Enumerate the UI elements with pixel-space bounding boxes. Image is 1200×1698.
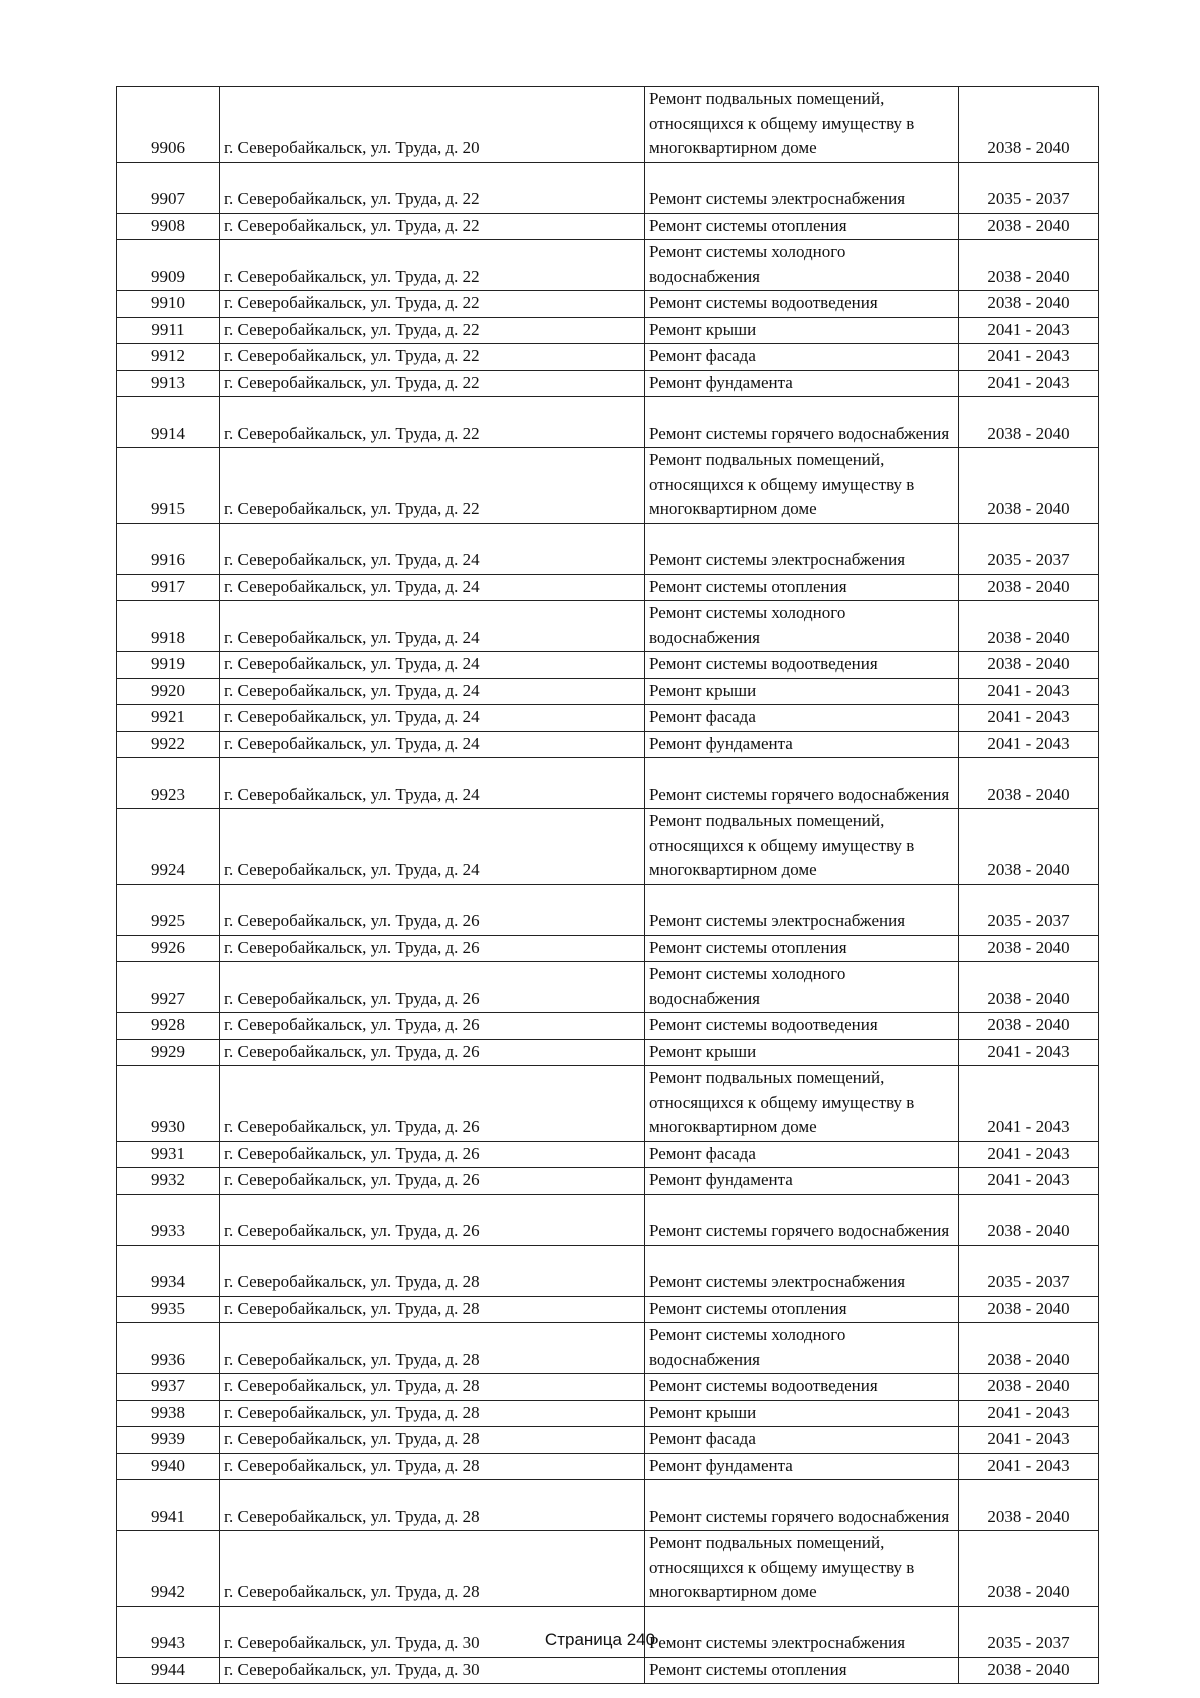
address-cell: г. Северобайкальск, ул. Труда, д. 24	[220, 758, 645, 809]
period-cell: 2038 - 2040	[959, 1531, 1099, 1607]
period-cell: 2038 - 2040	[959, 240, 1099, 291]
period-cell: 2038 - 2040	[959, 601, 1099, 652]
address-cell: г. Северобайкальск, ул. Труда, д. 26	[220, 1141, 645, 1168]
address-cell: г. Северобайкальск, ул. Труда, д. 20	[220, 87, 645, 163]
row-number: 9911	[117, 317, 220, 344]
address-cell: г. Северобайкальск, ул. Труда, д. 28	[220, 1323, 645, 1374]
row-number: 9941	[117, 1480, 220, 1531]
table-row	[117, 1531, 1099, 1607]
table-row	[117, 652, 1099, 679]
table-row	[117, 1194, 1099, 1245]
period-cell: 2041 - 2043	[959, 1039, 1099, 1066]
row-number: 9906	[117, 87, 220, 163]
table-row	[117, 1296, 1099, 1323]
address-cell: г. Северобайкальск, ул. Труда, д. 28	[220, 1374, 645, 1401]
address-cell: г. Северобайкальск, ул. Труда, д. 26	[220, 1039, 645, 1066]
row-number: 9910	[117, 291, 220, 318]
period-cell: 2035 - 2037	[959, 523, 1099, 574]
period-cell: 2035 - 2037	[959, 884, 1099, 935]
address-cell: г. Северобайкальск, ул. Труда, д. 22	[220, 344, 645, 371]
address-cell: г. Северобайкальск, ул. Труда, д. 28	[220, 1427, 645, 1454]
row-number: 9940	[117, 1453, 220, 1480]
period-cell: 2038 - 2040	[959, 448, 1099, 524]
work-type-cell: Ремонт подвальных помещений, относящихся к общему имуществу в многоквартирном доме	[645, 87, 959, 163]
address-cell: г. Северобайкальск, ул. Труда, д. 22	[220, 240, 645, 291]
table-row	[117, 1245, 1099, 1296]
period-cell: 2038 - 2040	[959, 397, 1099, 448]
address-cell: г. Северобайкальск, ул. Труда, д. 28	[220, 1245, 645, 1296]
period-cell: 2038 - 2040	[959, 935, 1099, 962]
period-cell: 2038 - 2040	[959, 1657, 1099, 1684]
row-number: 9944	[117, 1657, 220, 1684]
table-row	[117, 162, 1099, 213]
period-cell: 2041 - 2043	[959, 1141, 1099, 1168]
work-type-cell: Ремонт фасада	[645, 344, 959, 371]
address-cell: г. Северобайкальск, ул. Труда, д. 30	[220, 1606, 645, 1657]
table-row	[117, 291, 1099, 318]
row-number: 9938	[117, 1400, 220, 1427]
address-cell: г. Северобайкальск, ул. Труда, д. 24	[220, 601, 645, 652]
address-cell: г. Северобайкальск, ул. Труда, д. 26	[220, 1013, 645, 1040]
work-type-cell: Ремонт системы электроснабжения	[645, 1606, 959, 1657]
address-cell: г. Северобайкальск, ул. Труда, д. 24	[220, 523, 645, 574]
period-cell: 2038 - 2040	[959, 1194, 1099, 1245]
work-type-cell: Ремонт фасада	[645, 705, 959, 732]
work-type-cell: Ремонт крыши	[645, 678, 959, 705]
address-cell: г. Северобайкальск, ул. Труда, д. 24	[220, 574, 645, 601]
work-type-cell: Ремонт системы электроснабжения	[645, 523, 959, 574]
work-type-cell: Ремонт системы отопления	[645, 213, 959, 240]
row-number: 9926	[117, 935, 220, 962]
period-cell: 2038 - 2040	[959, 87, 1099, 163]
row-number: 9918	[117, 601, 220, 652]
table-row	[117, 1657, 1099, 1684]
period-cell: 2038 - 2040	[959, 1013, 1099, 1040]
row-number: 9920	[117, 678, 220, 705]
address-cell: г. Северобайкальск, ул. Труда, д. 22	[220, 397, 645, 448]
row-number: 9937	[117, 1374, 220, 1401]
address-cell: г. Северобайкальск, ул. Труда, д. 24	[220, 705, 645, 732]
work-type-cell: Ремонт системы электроснабжения	[645, 1245, 959, 1296]
row-number: 9936	[117, 1323, 220, 1374]
period-cell: 2035 - 2037	[959, 1606, 1099, 1657]
work-type-cell: Ремонт системы холодного водоснабжения	[645, 1323, 959, 1374]
row-number: 9931	[117, 1141, 220, 1168]
row-number: 9913	[117, 370, 220, 397]
row-number: 9942	[117, 1531, 220, 1607]
work-type-cell: Ремонт фасада	[645, 1427, 959, 1454]
period-cell: 2038 - 2040	[959, 1480, 1099, 1531]
work-type-cell: Ремонт системы электроснабжения	[645, 162, 959, 213]
row-number: 9928	[117, 1013, 220, 1040]
table-row	[117, 1168, 1099, 1195]
period-cell: 2041 - 2043	[959, 1400, 1099, 1427]
period-cell: 2038 - 2040	[959, 758, 1099, 809]
address-cell: г. Северобайкальск, ул. Труда, д. 28	[220, 1531, 645, 1607]
row-number: 9909	[117, 240, 220, 291]
period-cell: 2038 - 2040	[959, 1374, 1099, 1401]
address-cell: г. Северобайкальск, ул. Труда, д. 24	[220, 809, 645, 885]
work-type-cell: Ремонт системы водоотведения	[645, 1374, 959, 1401]
address-cell: г. Северобайкальск, ул. Труда, д. 26	[220, 1066, 645, 1142]
work-type-cell: Ремонт подвальных помещений, относящихся к общему имуществу в многоквартирном доме	[645, 448, 959, 524]
work-type-cell: Ремонт системы электроснабжения	[645, 884, 959, 935]
period-cell: 2041 - 2043	[959, 1066, 1099, 1142]
table-row	[117, 758, 1099, 809]
address-cell: г. Северобайкальск, ул. Труда, д. 26	[220, 1194, 645, 1245]
table-row	[117, 884, 1099, 935]
work-type-cell: Ремонт системы горячего водоснабжения	[645, 397, 959, 448]
period-cell: 2041 - 2043	[959, 344, 1099, 371]
period-cell: 2038 - 2040	[959, 1323, 1099, 1374]
period-cell: 2035 - 2037	[959, 162, 1099, 213]
table-row	[117, 1453, 1099, 1480]
table-row	[117, 87, 1099, 163]
row-number: 9921	[117, 705, 220, 732]
period-cell: 2041 - 2043	[959, 678, 1099, 705]
work-type-cell: Ремонт системы водоотведения	[645, 291, 959, 318]
table-row	[117, 1323, 1099, 1374]
address-cell: г. Северобайкальск, ул. Труда, д. 26	[220, 1168, 645, 1195]
period-cell: 2041 - 2043	[959, 731, 1099, 758]
work-type-cell: Ремонт системы холодного водоснабжения	[645, 601, 959, 652]
address-cell: г. Северобайкальск, ул. Труда, д. 28	[220, 1296, 645, 1323]
row-number: 9912	[117, 344, 220, 371]
row-number: 9932	[117, 1168, 220, 1195]
period-cell: 2038 - 2040	[959, 962, 1099, 1013]
table-row	[117, 1013, 1099, 1040]
table-row	[117, 574, 1099, 601]
work-type-cell: Ремонт системы отопления	[645, 1657, 959, 1684]
table-row	[117, 213, 1099, 240]
table-row	[117, 1400, 1099, 1427]
work-type-cell: Ремонт фасада	[645, 1141, 959, 1168]
row-number: 9934	[117, 1245, 220, 1296]
work-type-cell: Ремонт системы холодного водоснабжения	[645, 962, 959, 1013]
table-body	[117, 87, 1099, 1684]
table-row	[117, 1039, 1099, 1066]
work-type-cell: Ремонт подвальных помещений, относящихся к общему имуществу в многоквартирном доме	[645, 809, 959, 885]
period-cell: 2041 - 2043	[959, 317, 1099, 344]
work-type-cell: Ремонт подвальных помещений, относящихся к общему имуществу в многоквартирном доме	[645, 1066, 959, 1142]
address-cell: г. Северобайкальск, ул. Труда, д. 30	[220, 1657, 645, 1684]
work-type-cell: Ремонт подвальных помещений, относящихся к общему имуществу в многоквартирном доме	[645, 1531, 959, 1607]
period-cell: 2041 - 2043	[959, 1453, 1099, 1480]
period-cell: 2041 - 2043	[959, 1168, 1099, 1195]
work-type-cell: Ремонт системы водоотведения	[645, 652, 959, 679]
table-row	[117, 523, 1099, 574]
work-type-cell: Ремонт крыши	[645, 1039, 959, 1066]
period-cell: 2038 - 2040	[959, 291, 1099, 318]
table-row	[117, 935, 1099, 962]
table-row	[117, 1427, 1099, 1454]
address-cell: г. Северобайкальск, ул. Труда, д. 26	[220, 935, 645, 962]
address-cell: г. Северобайкальск, ул. Труда, д. 24	[220, 678, 645, 705]
row-number: 9922	[117, 731, 220, 758]
work-type-cell: Ремонт крыши	[645, 1400, 959, 1427]
table-row	[117, 809, 1099, 885]
work-type-cell: Ремонт системы горячего водоснабжения	[645, 758, 959, 809]
address-cell: г. Северобайкальск, ул. Труда, д. 22	[220, 370, 645, 397]
page-number: Страница 240	[544, 1630, 656, 1649]
table-row	[117, 731, 1099, 758]
table-row	[117, 240, 1099, 291]
row-number: 9916	[117, 523, 220, 574]
address-cell: г. Северобайкальск, ул. Труда, д. 26	[220, 884, 645, 935]
table-row	[117, 344, 1099, 371]
table-row	[117, 705, 1099, 732]
address-cell: г. Северобайкальск, ул. Труда, д. 28	[220, 1453, 645, 1480]
row-number: 9939	[117, 1427, 220, 1454]
row-number: 9914	[117, 397, 220, 448]
row-number: 9919	[117, 652, 220, 679]
work-type-cell: Ремонт системы отопления	[645, 574, 959, 601]
address-cell: г. Северобайкальск, ул. Труда, д. 22	[220, 291, 645, 318]
period-cell: 2041 - 2043	[959, 370, 1099, 397]
period-cell: 2038 - 2040	[959, 1296, 1099, 1323]
period-cell: 2041 - 2043	[959, 705, 1099, 732]
work-type-cell: Ремонт фундамента	[645, 370, 959, 397]
work-type-cell: Ремонт системы водоотведения	[645, 1013, 959, 1040]
work-type-cell: Ремонт фундамента	[645, 1168, 959, 1195]
address-cell: г. Северобайкальск, ул. Труда, д. 28	[220, 1480, 645, 1531]
row-number: 9924	[117, 809, 220, 885]
address-cell: г. Северобайкальск, ул. Труда, д. 22	[220, 213, 645, 240]
row-number: 9930	[117, 1066, 220, 1142]
address-cell: г. Северобайкальск, ул. Труда, д. 24	[220, 731, 645, 758]
row-number: 9915	[117, 448, 220, 524]
address-cell: г. Северобайкальск, ул. Труда, д. 22	[220, 317, 645, 344]
work-type-cell: Ремонт системы отопления	[645, 935, 959, 962]
address-cell: г. Северобайкальск, ул. Труда, д. 24	[220, 652, 645, 679]
period-cell: 2038 - 2040	[959, 213, 1099, 240]
table-row	[117, 397, 1099, 448]
period-cell: 2038 - 2040	[959, 652, 1099, 679]
work-type-cell: Ремонт фундамента	[645, 1453, 959, 1480]
table-row	[117, 678, 1099, 705]
work-type-cell: Ремонт системы горячего водоснабжения	[645, 1194, 959, 1245]
work-type-cell: Ремонт системы холодного водоснабжения	[645, 240, 959, 291]
address-cell: г. Северобайкальск, ул. Труда, д. 26	[220, 962, 645, 1013]
address-cell: г. Северобайкальск, ул. Труда, д. 22	[220, 448, 645, 524]
work-type-cell: Ремонт системы отопления	[645, 1296, 959, 1323]
row-number: 9923	[117, 758, 220, 809]
period-cell: 2041 - 2043	[959, 1427, 1099, 1454]
row-number: 9929	[117, 1039, 220, 1066]
repair-schedule-table	[116, 86, 1099, 1684]
table-row	[117, 370, 1099, 397]
work-type-cell: Ремонт системы горячего водоснабжения	[645, 1480, 959, 1531]
table-row	[117, 1374, 1099, 1401]
row-number: 9908	[117, 213, 220, 240]
table-row	[117, 1480, 1099, 1531]
work-type-cell: Ремонт крыши	[645, 317, 959, 344]
row-number: 9933	[117, 1194, 220, 1245]
table-row	[117, 962, 1099, 1013]
row-number: 9943	[117, 1606, 220, 1657]
table-row	[117, 1141, 1099, 1168]
table-row	[117, 1066, 1099, 1142]
period-cell: 2038 - 2040	[959, 574, 1099, 601]
table-row	[117, 601, 1099, 652]
row-number: 9935	[117, 1296, 220, 1323]
period-cell: 2035 - 2037	[959, 1245, 1099, 1296]
table-row	[117, 317, 1099, 344]
table-row	[117, 448, 1099, 524]
row-number: 9925	[117, 884, 220, 935]
address-cell: г. Северобайкальск, ул. Труда, д. 22	[220, 162, 645, 213]
address-cell: г. Северобайкальск, ул. Труда, д. 28	[220, 1400, 645, 1427]
row-number: 9917	[117, 574, 220, 601]
work-type-cell: Ремонт фундамента	[645, 731, 959, 758]
period-cell: 2038 - 2040	[959, 809, 1099, 885]
row-number: 9907	[117, 162, 220, 213]
row-number: 9927	[117, 962, 220, 1013]
